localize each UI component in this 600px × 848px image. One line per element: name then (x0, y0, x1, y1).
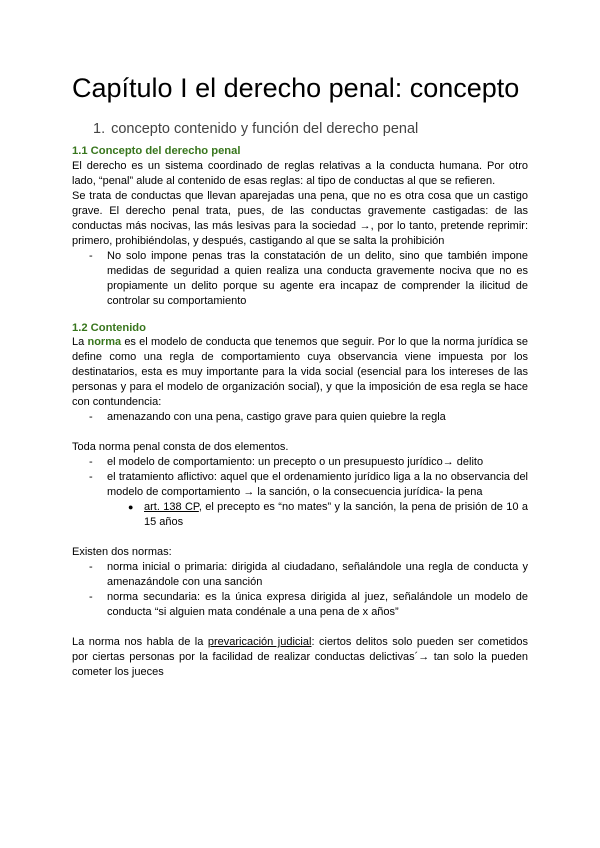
section-contenido-body (72, 335, 528, 680)
paragraph: Existen dos normas: (72, 546, 172, 558)
chapter-title: Capítulo I el derecho penal: concepto (72, 73, 520, 103)
text-span: La norma nos habla de la (72, 636, 208, 648)
dash-marker: - (89, 411, 93, 423)
list-item (72, 410, 528, 425)
paragraph: Se trata de conductas que llevan aparejadas una pena, que no es otra cosa que un castigo grave. El derecho penal trata, pues, de las conductas gravemente castigadas: de las conductas más nocivas, las más lesivas para la sociedad →, por lo tanto, pretende reprimir: primero, prohibiéndolas, y después, castigando al que se salta la prohibición (72, 190, 528, 247)
list-item-text: amenazando con una pena, castigo grave para quien quiebre la regla (107, 411, 446, 423)
sub-list-item (72, 500, 528, 530)
paragraph: Toda norma penal consta de dos elementos. (72, 441, 289, 453)
section-concepto-body (72, 159, 528, 309)
link-art-138[interactable]: art. 138 CP (144, 501, 199, 513)
dash-marker: - (89, 561, 93, 573)
term-norma: norma (87, 336, 122, 348)
list-item (72, 590, 528, 620)
list-item-text: norma inicial o primaria: dirigida al ciudadano, señalándole una regla de conducta y amenazándole con una sanción (107, 561, 528, 588)
list-item (72, 455, 528, 470)
section-title-text: concepto contenido y función del derecho penal (111, 121, 419, 137)
list-item (72, 560, 528, 590)
paragraph (72, 335, 528, 410)
dash-marker: - (89, 591, 93, 603)
paragraph: El derecho es un sistema coordinado de reglas relativas a la conducta humana. Por otro lado, “penal” alude al contenido de esas reglas: al tipo de conductas al que se refieren. (72, 160, 528, 187)
bullet-dot-icon: ● (128, 502, 134, 512)
dash-marker: - (89, 471, 93, 483)
heading-concepto: 1.1 Concepto del derecho penal (72, 145, 241, 157)
paragraph (72, 635, 528, 680)
link-prevaricacion-judicial[interactable]: prevaricación judicial (207, 636, 312, 648)
heading-contenido: 1.2 Contenido (72, 322, 146, 334)
dash-marker: - (89, 250, 93, 262)
text-span: : ciertos delitos solo pueden ser cometidos por ciertas personas por la facilidad de realizar conductas delictivas´→ tan solo la pueden cometer los jueces (72, 636, 529, 678)
section-number: 1. (93, 121, 106, 137)
dash-marker: - (89, 456, 93, 468)
list-item-text: norma secundaria: es la única expresa dirigida al juez, señalándole un modelo de conducta “si alguien mata condénale a una pena de x años” (107, 591, 528, 618)
sub-list-item-text: , el precepto es “no mates” y la sanción, la pena de prisión de 10 a 15 años (144, 501, 528, 528)
text-span: La (72, 336, 88, 348)
list-item (72, 470, 528, 500)
list-item-text: No solo impone penas tras la constatación de un delito, sino que también impone medidas de seguridad a quien realiza una conducta gravemente nociva que no es propiamente un delito porque su agente era incapaz de comprender la ilicitud de controlar su comportamiento (107, 250, 528, 307)
section-title (93, 121, 418, 137)
list-item-text: el modelo de comportamiento: un precepto o un presupuesto jurídico→ delito (107, 456, 484, 468)
list-item-text: el tratamiento aflictivo: aquel que el ordenamiento jurídico liga a la no observancia del modelo de comportamiento → la sanción, o la consecuencia jurídica- la pena (107, 471, 528, 498)
text-span: es el modelo de conducta que tenemos que seguir. Por lo que la norma jurídica se define como una regla de comportamiento cuya observancia viene impuesta por los destinatarios, esta es muy importante para la vida social (esencial para los intereses de las personas y para el modelo de organización social), y que la imposición de esa regla se hace con contundencia: (72, 336, 528, 408)
list-item (72, 249, 528, 309)
